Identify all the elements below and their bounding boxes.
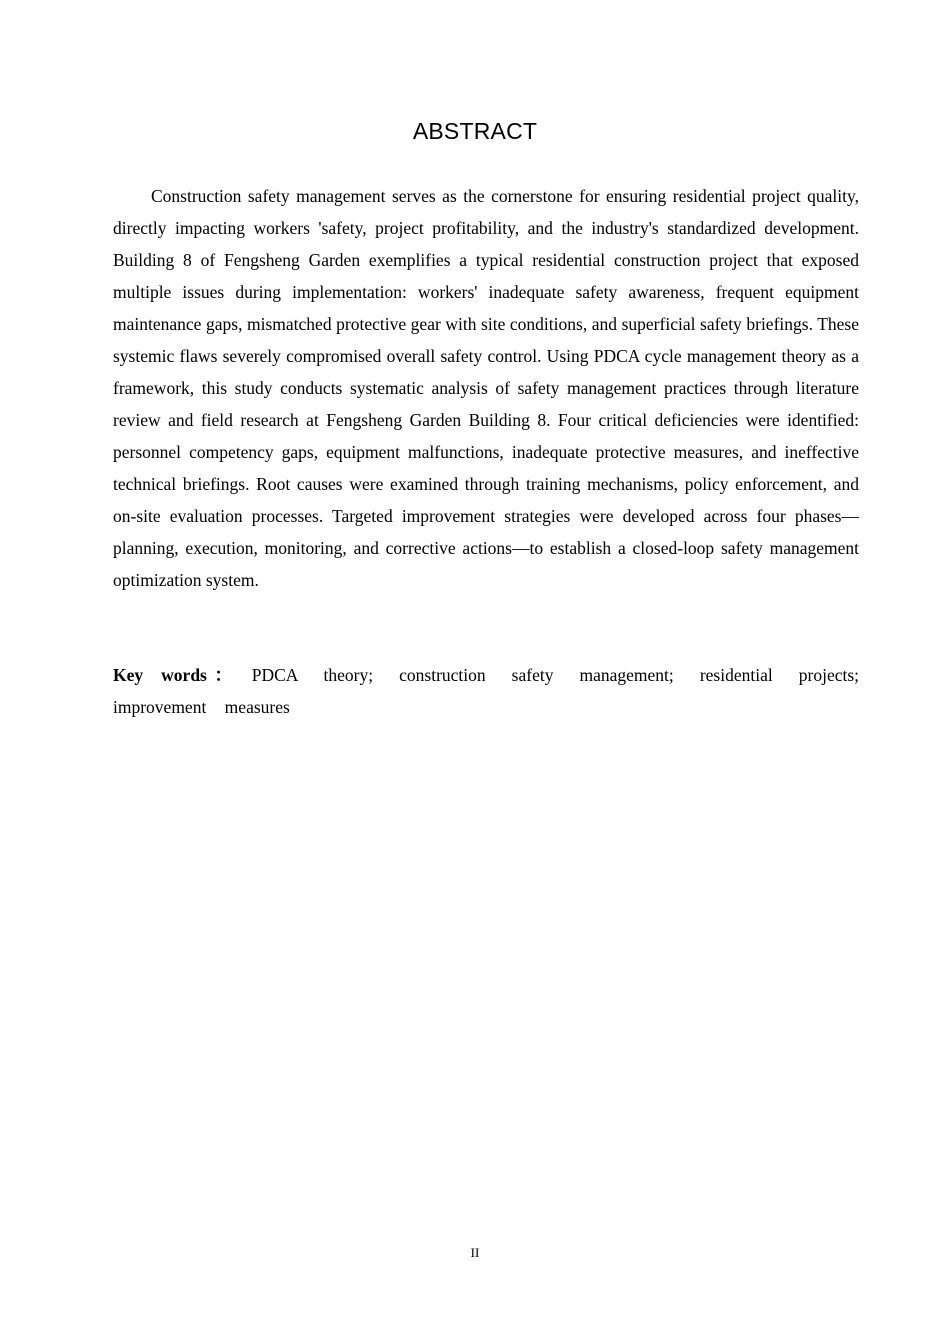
keywords-list: PDCA theory; construction safety management; residential projects; improvement measures xyxy=(113,665,860,717)
keywords-line xyxy=(113,659,859,723)
abstract-body: Construction safety management serves as the cornerstone for ensuring residential project quality, directly impacting workers 'safety, project profitability, and the industry's standardized development. Building 8 of Fengsheng Garden exemplifies a typical residential construction project that exposed multiple issues during implementation: workers' inadequate safety awareness, frequent equipment maintenance gaps, mismatched protective gear with site conditions, and superficial safety briefings. These systemic flaws severely compromised overall safety control. Using PDCA cycle management theory as a framework, this study conducts systematic analysis of safety management practices through literature review and field research at Fengsheng Garden Building 8. Four critical deficiencies were identified: personnel competency gaps, equipment malfunctions, inadequate protective measures, and ineffective technical briefings. Root causes were examined through training mechanisms, policy enforcement, and on-site evaluation processes. Targeted improvement strategies were developed across four phases—planning, execution, monitoring, and corrective actions—to establish a closed-loop safety management optimization system. xyxy=(113,186,859,590)
keywords-label: Key words： xyxy=(113,665,240,685)
abstract-title: ABSTRACT xyxy=(412,118,538,144)
page-number: II xyxy=(470,1245,480,1260)
